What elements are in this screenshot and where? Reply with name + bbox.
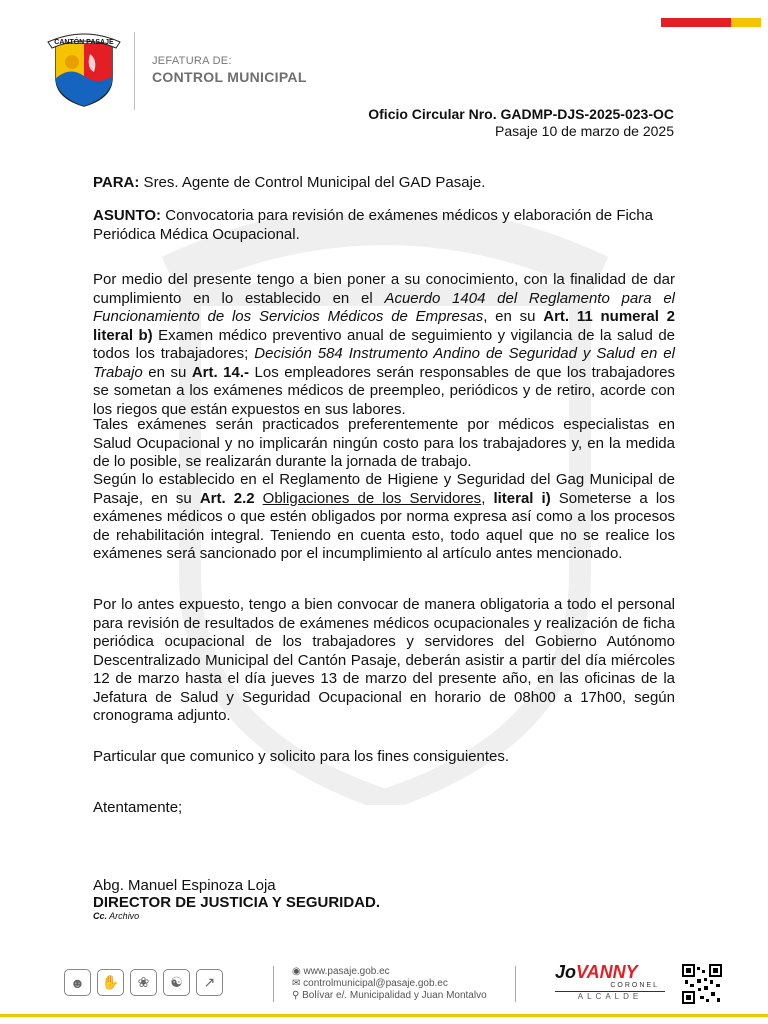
footer-icon-row	[64, 969, 223, 996]
p3-text-a: Según lo establecido en el Reglamento de Higiene y Seguridad del Gag Municipal de Pasaje, en su	[93, 471, 675, 507]
header-divider	[134, 32, 135, 110]
body-paragraph-3	[93, 471, 675, 564]
p1-bold-art14: Art. 14.-	[191, 363, 250, 381]
p3-underline-obligaciones: Obligaciones de los Servidores	[262, 489, 482, 507]
mayor-brand-logo	[555, 962, 665, 1006]
p1-text-e: Examen médico preventivo anual de seguimiento y vigilancia de la salud de todos los trabajadores;	[93, 326, 675, 362]
color-bar	[661, 18, 761, 27]
address-text: Bolívar e/. Municipalidad y Juan Montalvo	[302, 990, 487, 1001]
body-paragraph-5: Particular que comunico y solicito para los fines consiguientes.	[93, 748, 510, 765]
p3-text-f: Someterse a los exámenes médicos o que estén obligados por norma expresa así como a los procesos de rehabilitación integral. Teniendo en cuenta esto, todo aquel que no se realice los exámenes será sancionado por el incumplimiento al artículo antes mencionado.	[93, 489, 675, 562]
asunto-label: ASUNTO:	[93, 207, 162, 224]
footer-divider-right	[515, 966, 516, 1002]
reference-block	[368, 106, 674, 140]
footer-color-bar	[0, 1014, 768, 1017]
dept-prefix: JEFATURA DE:	[152, 55, 232, 67]
handshake-icon: ✋	[97, 969, 124, 996]
p1-text-a: Por medio del presente tengo a bien poner a su conocimiento, con la finalidad de dar cumplimiento en lo establecido en el	[93, 271, 675, 307]
cc-text: Archivo	[107, 911, 140, 921]
p1-text-g: en su	[142, 363, 192, 381]
para-label: PARA:	[93, 174, 140, 191]
cooperation-icon: ☯	[163, 969, 190, 996]
logo-text: CANTÓN PASAJE	[54, 39, 114, 46]
contact-info	[292, 966, 487, 1002]
asunto-line	[93, 207, 675, 244]
people-icon: ☻	[64, 969, 91, 996]
growth-chart-icon: ↗	[196, 969, 223, 996]
footer-divider-left	[273, 966, 274, 1002]
p1-italic-acuerdo: Acuerdo 1404 del Reglamento para el Funcionamiento de los Servicios Médicos de Empresas	[93, 289, 675, 325]
signer-name: Abg. Manuel Espinoza Loja	[93, 877, 276, 894]
body-paragraph-4: Por lo antes expuesto, tengo a bien convocar de manera obligatoria a todo el personal para revisión de resultados de exámenes médicos ocupacionales y realización de ficha periódica ocupacional de los trabajadores y servidores del Gobierno Autónomo Descentralizado Municipal del Cantón Pasaje, deberán asistir a partir del día miércoles 12 de marzo hasta el día jueves 13 de marzo del presente año, en las oficinas de la Jefatura de Salud y Seguridad Ocupacional en horario de 08h00 a 17h00, según cronograma adjunto.	[93, 596, 675, 724]
signature-block	[93, 877, 380, 922]
closing: Atentamente;	[93, 799, 183, 816]
dept-name: CONTROL MUNICIPAL	[152, 69, 307, 85]
qr-code[interactable]	[682, 964, 722, 1004]
globe-icon: ◉	[292, 966, 301, 977]
p3-text-d: ,	[481, 489, 494, 507]
location-pin-icon: ⚲	[292, 990, 300, 1001]
para-text: Sres. Agente de Control Municipal del GAD Pasaje.	[139, 174, 486, 191]
canton-pasaje-shield-logo	[42, 32, 126, 108]
body-paragraph-1	[93, 271, 675, 419]
para-line	[93, 174, 675, 193]
p3-bold-literal: literal i)	[493, 489, 551, 507]
email-link[interactable]: controlmunicipal@pasaje.gob.ec	[303, 978, 448, 989]
reference-number: Oficio Circular Nro. GADMP-DJS-2025-023-OC	[368, 106, 674, 122]
p1-italic-decision: Decisión 584 Instrumento Andino de Seguridad y Salud en el Trabajo	[93, 345, 675, 381]
brand-surname: CORONEL	[610, 982, 659, 989]
cc-line	[93, 911, 380, 922]
p1-text-i: Los empleadores serán responsables de que los trabajadores se sometan a los exámenes médicos de preempleo, periódicos y de retiro, acorde con los riegos que están expuestos en sus labores.	[93, 363, 676, 418]
brand-part-b: VANNY	[576, 962, 638, 982]
signer-title: DIRECTOR DE JUSTICIA Y SEGURIDAD.	[93, 894, 380, 911]
leaf-icon: ❀	[130, 969, 157, 996]
reference-date: Pasaje 10 de marzo de 2025	[494, 123, 674, 139]
p3-bold-art22: Art. 2.2	[199, 489, 255, 507]
cc-label: Cc.	[93, 911, 108, 921]
body-paragraph-2: Tales exámenes serán practicados preferentemente por médicos especialistas en Salud Ocupacional y no implicarán ningún costo para los trabajadores y, en la medida de lo posible, se realizarán durante la jornada de trabajo.	[93, 416, 675, 470]
brand-part-a: Jo	[555, 962, 577, 982]
website-link[interactable]: www.pasaje.gob.ec	[303, 966, 390, 977]
p1-text-c: , en su	[483, 308, 544, 325]
brand-role: ALCALDE	[555, 991, 665, 1001]
p1-bold-art11: Art. 11 numeral 2 literal b)	[93, 308, 675, 344]
mail-icon: ✉	[292, 978, 301, 989]
asunto-text: Convocatoria para revisión de exámenes médicos y elaboración de Ficha Periódica Médica Ocupacional.	[93, 207, 653, 243]
